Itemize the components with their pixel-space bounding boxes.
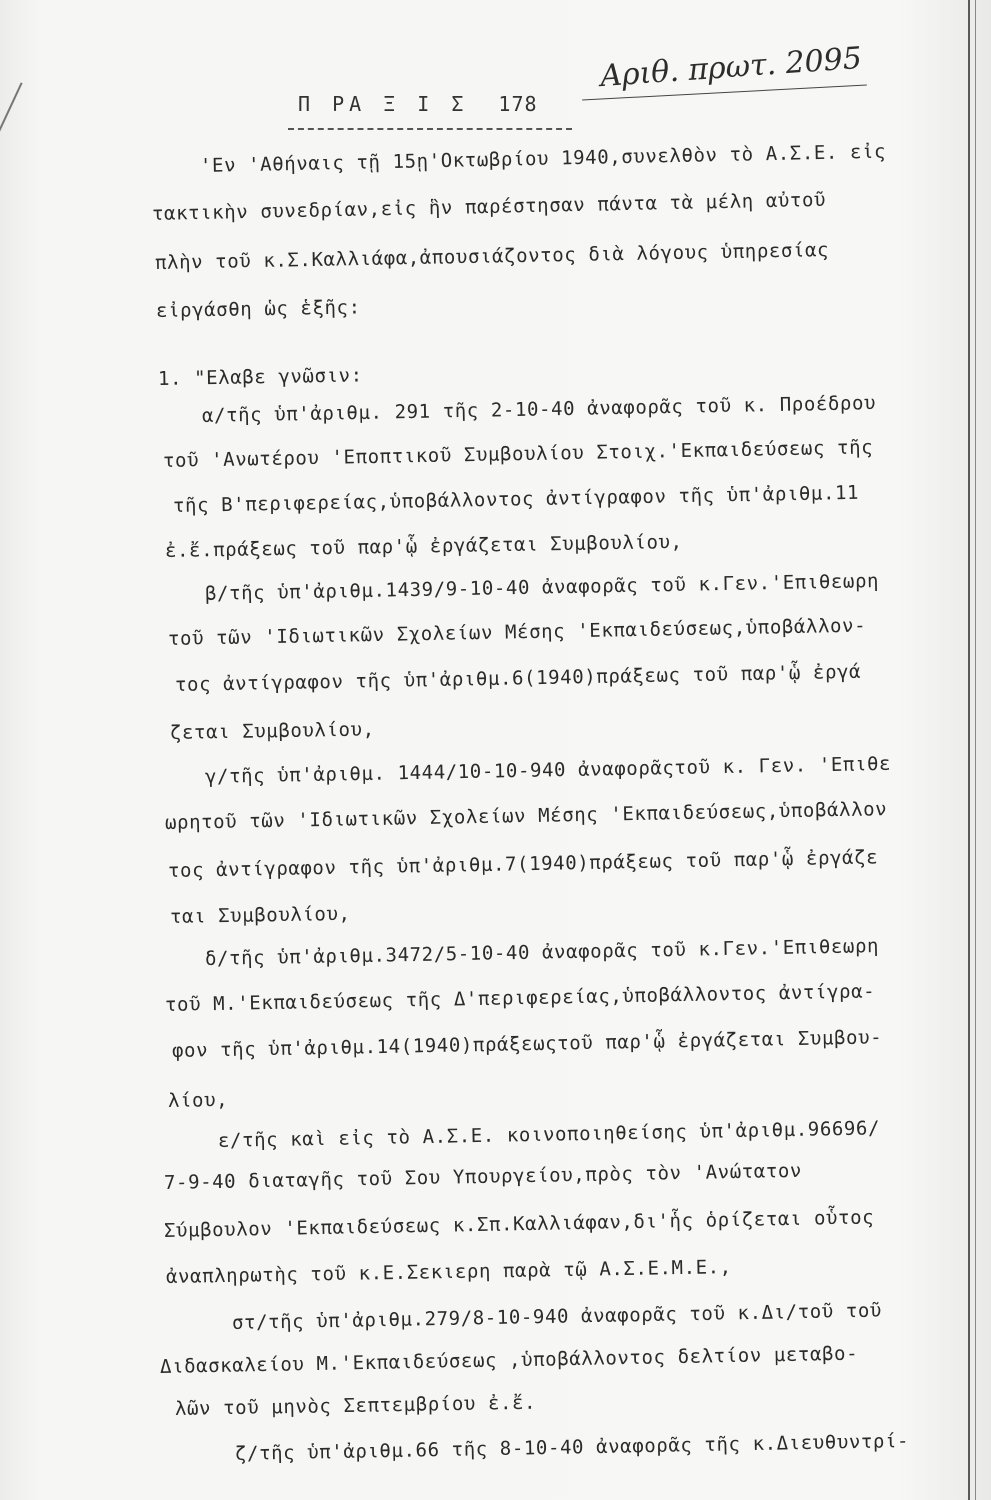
page-title <box>298 92 538 116</box>
text-line: τακτικὴν συνεδρίαν,εἰς ἣν παρέστησαν πάντα τὰ μέλη αὐτοῦ <box>151 188 827 225</box>
text-line: ζεται Συμβουλίου, <box>169 718 375 744</box>
text-line: 'Εν 'Αθήναις τῇ 15ῃ'Οκτωβρίου 1940,συνελθὸν τὸ Α.Σ.Ε. εἰς <box>199 140 887 177</box>
text-line: λίου, <box>167 1088 229 1112</box>
title-underline <box>288 128 572 130</box>
text-line: τοῦ 'Ανωτέρου 'Εποπτικοῦ Συμβουλίου Στοιχ.'Εκπαιδεύσεως τῆς <box>162 436 874 472</box>
praxis-number: 178 <box>498 92 538 116</box>
text-line: 7-9-40 διαταγῆς τοῦ Σου Υπουργείου,πρὸς τὸν 'Ανώτατον <box>163 1159 803 1194</box>
text-line: β/τῆς ὑπ'ἀριθμ.1439/9-10-40 ἀναφορᾶς τοῦ κ.Γεν.'Επιθεωρη <box>204 570 880 605</box>
text-line: ἀναπληρωτὴς τοῦ κ.Ε.Σεκιερη παρὰ τῷ Α.Σ.Ε.Μ.Ε., <box>165 1256 732 1288</box>
text-line: γ/τῆς ὑπ'ἀριθμ. 1444/10-10-940 ἀναφορᾶςτοῦ κ. Γεν. 'Επιθε <box>204 752 892 788</box>
page-edge-line-inner <box>975 0 976 1500</box>
text-line: τοῦ Μ.'Εκπαιδεύσεως τῆς Δ'περιφερείας,ὑποβάλλοντος ἀντίγρα- <box>164 980 876 1016</box>
margin-mark <box>0 82 23 137</box>
text-line: ται Συμβουλίου, <box>169 902 351 928</box>
text-line: φον τῆς ὑπ'ἀριθμ.14(1940)πράξεωςτοῦ παρ'ᾧ ἐργάζεται Συμβου- <box>171 1026 883 1062</box>
text-line: τοῦ τῶν 'Ιδιωτικῶν Σχολείων Μέσης 'Εκπαιδεύσεως,ὑποβάλλον- <box>167 614 867 650</box>
text-line: στ/τῆς ὑπ'ἀριθμ.279/8-10-940 ἀναφορᾶς τοῦ κ.Δι/τοῦ τοῦ <box>231 1299 883 1334</box>
text-line: 1. "Ελαβε γνῶσιν: <box>157 364 363 390</box>
page-edge-line <box>968 0 970 1500</box>
title-text: Π ΡΑ Ξ Ι Σ <box>298 92 469 116</box>
text-line: λῶν τοῦ μηνὸς Σεπτεμβρίου ἐ.ἔ. <box>174 1391 537 1420</box>
text-line: ε/τῆς καὶ εἰς τὸ Α.Σ.Ε. κοινοποιηθείσης ὑπ'ἀριθμ.96696/ <box>217 1117 881 1152</box>
text-line: ωρητοῦ τῶν 'Ιδιωτικῶν Σχολείων Μέσης 'Εκπαιδεύσεως,ὑποβάλλον <box>164 798 888 834</box>
text-line: Διδασκαλείου Μ.'Εκπαιδεύσεως ,ὑποβάλλοντος δελτίον μεταβο- <box>159 1342 859 1378</box>
text-line: εἰργάσθη ὡς ἑξῆς: <box>155 296 361 322</box>
protocol-stamp: Αριθ. πρωτ. 2095 <box>599 40 863 95</box>
text-line: α/τῆς ὑπ'ἀριθμ. 291 τῆς 2-10-40 ἀναφορᾶς τοῦ κ. Προέδρου <box>201 392 877 427</box>
text-line: τῆς Β'περιφερείας,ὑποβάλλοντος ἀντίγραφον τῆς ὑπ'ἀριθμ.11 <box>172 481 860 517</box>
text-line: δ/τῆς ὑπ'ἀριθμ.3472/5-10-40 ἀναφορᾶς τοῦ κ.Γεν.'Επιθεωρη <box>204 935 880 970</box>
text-line: ζ/τῆς ὑπ'ἀριθμ.66 τῆς 8-10-40 ἀναφορᾶς τῆς κ.Διευθυντρί- <box>234 1430 910 1465</box>
text-line: τος ἀντίγραφον τῆς ὑπ'ἀριθμ.6(1940)πράξεως τοῦ παρ'ᾧ ἐργά <box>174 660 862 696</box>
text-line: ἐ.ἔ.πράξεως τοῦ παρ'ᾧ ἐργάζεται Συμβουλίου, <box>164 530 683 562</box>
text-line: τος ἀντίγραφον τῆς ὑπ'ἀριθμ.7(1940)πράξεως τοῦ παρ'ᾧ ἐργάζε <box>167 846 879 882</box>
text-line: πλὴν τοῦ κ.Σ.Καλλιάφα,ἀπουσιάζοντος διὰ λόγους ὑπηρεσίας <box>154 239 830 274</box>
text-line: Σύμβουλον 'Εκπαιδεύσεως κ.Σπ.Καλλιάφαν,δι'ἧς ὁρίζεται οὗτος <box>163 1206 875 1242</box>
